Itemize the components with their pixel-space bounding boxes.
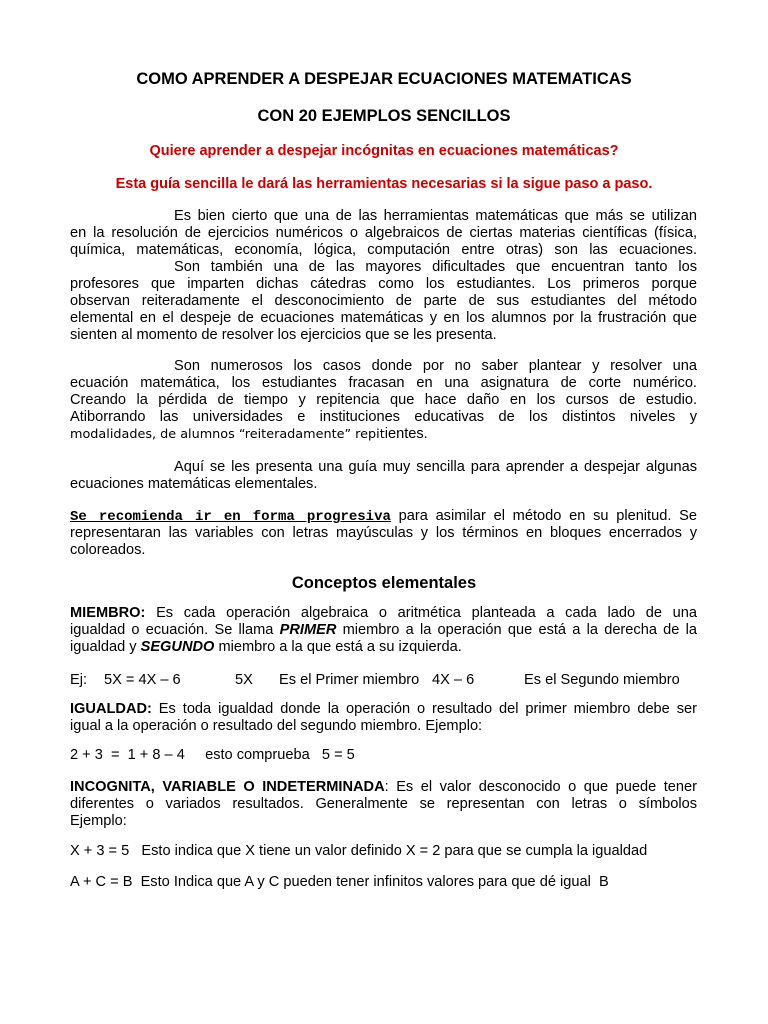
incognita-example-2: A + C = B Esto Indica que A y C pueden tener infinitos valores para que dé igual B [70,874,609,890]
text-line: representaran las variables con letras mayúsculas y los términos en bloques encerrados y [70,525,697,541]
term-label: MIEMBRO: [70,605,146,621]
term-label: INCOGNITA, VARIABLE O INDETERMINADA [70,779,385,795]
text-line: modalidades, de alumnos “reiteradamente” repit [70,427,385,442]
text-line: miembro a la que está a su izquierda. [214,639,462,655]
text-line: Creando la pérdida de tiempo y repitencia que hace daño en los cursos de estudio. [70,392,697,408]
text-line: química, matemáticas, economía, lógica, computación entre otras) son las ecuaciones. [70,242,697,258]
document-title-line1: COMO APRENDER A DESPEJAR ECUACIONES MATEMATICAS [136,70,632,88]
text-line: : Es el valor desconocido o que puede tener [384,779,697,795]
text-line: Es cada operación algebraica o aritmética planteada a cada lado de una [145,605,697,621]
example-equation: 5X = 4X – 6 [104,672,181,688]
text-line: Es toda igualdad donde la operación o resultado del primer miembro debe ser [151,701,697,717]
text-line: ecuaciones matemáticas elementales. [70,476,318,492]
intro-paragraph-3 [70,459,697,493]
term-emphasis: PRIMER [279,622,337,638]
text-line: Atiborrando las universidades e instituciones educativas de los distintos niveles y [70,409,697,425]
igualdad-definition [70,701,697,735]
incognita-example-1: X + 3 = 5 Esto indica que X tiene un valor definido X = 2 para que se cumpla la igualdad [70,843,648,859]
text-line: elemental en el despeje de ecuaciones matemáticas y en los alumnos por la frustración que [70,310,697,326]
text-line: observan reiteradamente el desconocimiento de parte de sus estudiantes del método [70,293,697,309]
recommendation-emphasis: Se recomienda ir en forma progresiva [70,509,391,525]
first-member-term: 5X [235,672,253,688]
incognita-definition [70,779,697,830]
text-line: Es bien cierto que una de las herramientas matemáticas que más se utilizan [174,208,697,224]
document-title-line2: CON 20 EJEMPLOS SENCILLOS [257,107,511,125]
second-member-desc: Es el Segundo miembro [524,672,680,688]
text-line: Ejemplo: [70,813,127,829]
text-line: Aquí se les presenta una guía muy sencilla para aprender a despejar algunas [174,459,697,475]
text-line: Son numerosos los casos donde por no saber plantear y resolver una [174,358,697,374]
intro-paragraph-2 [70,358,697,443]
intro-paragraph-4 [70,508,697,559]
miembro-definition [70,605,697,656]
text-line: ientes. [384,426,428,442]
example-equation-label: Ej: [70,672,88,688]
text-line: igual a la operación o resultado del segundo miembro. Ejemplo: [70,718,483,734]
text-line: profesores que imparten dichas cátedras como los estudiantes. Los primeros porque [70,276,697,292]
intro-paragraph-1 [70,208,697,344]
text-line: miembro a la operación que está a la derecha de la [336,622,697,638]
text-line: para asimilar el método en su plenitud. Se [390,508,697,524]
text-line: coloreados. [70,542,146,558]
text-line: igualdad y [70,639,141,655]
second-member-term: 4X – 6 [432,672,475,688]
text-line: ecuación matemática, los estudiantes fracasan en una asignatura de corte numérico. [70,375,697,391]
subtitle-question: Quiere aprender a despejar incógnitas en ecuaciones matemáticas? [149,143,619,159]
text-line: Son también una de las mayores dificultades que encuentran tanto los [174,259,697,275]
text-line: igualdad o ecuación. Se llama [70,622,280,638]
first-member-desc: Es el Primer miembro [279,672,420,688]
igualdad-example: 2 + 3 = 1 + 8 – 4 esto comprueba 5 = 5 [70,747,355,763]
term-label: IGUALDAD: [70,701,152,717]
text-line: diferentes o variados resultados. Generalmente se representan con letras o símbolos [70,796,697,812]
text-line: sienten al momento de resolver los ejercicios que se les presenta. [70,327,497,343]
text-line: en la resolución de ejercicios numéricos o algebraicos de ciertas materias científicas (física, [70,225,697,241]
subtitle-guide: Esta guía sencilla le dará las herramientas necesarias si la sigue paso a paso. [115,176,653,192]
term-emphasis: SEGUNDO [140,639,215,655]
section-heading: Conceptos elementales [291,574,477,592]
